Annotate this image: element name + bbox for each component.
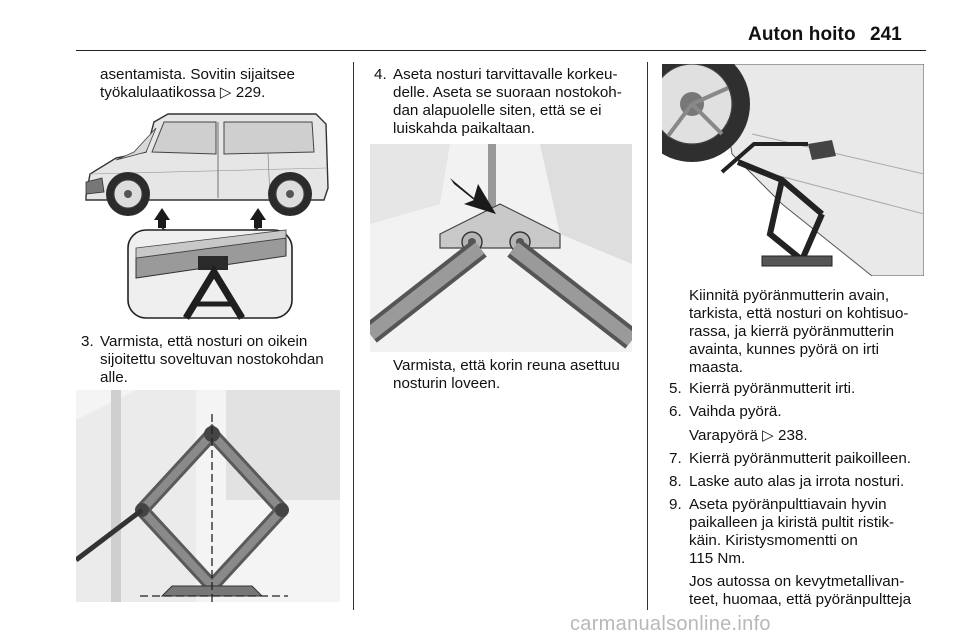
column-divider-1 <box>353 62 354 610</box>
step-4-line-1: Aseta nosturi tarvittavalle korkeu- <box>393 66 618 83</box>
figure-van-lift-points <box>76 108 340 322</box>
step-9-line-1: Aseta pyöränpulttiavain hyvin <box>689 496 887 513</box>
col3-para-line-4: avainta, kunnes pyörä on irti <box>689 341 879 358</box>
note-line-2: nosturin loveen. <box>393 375 501 392</box>
step-9-number: 9. <box>669 496 682 513</box>
step-4-line-2: delle. Aseta se suoraan nostokoh- <box>393 84 622 101</box>
step-5-number: 5. <box>669 380 682 397</box>
intro-text-line-2: työkalulaatikossa ▷ 229. <box>100 84 266 101</box>
step-6-number: 6. <box>669 403 682 420</box>
step-9-note-line-1: Jos autossa on kevytmetallivan- <box>689 573 905 590</box>
note-line-1: Varmista, että korin reuna asettuu <box>393 357 620 374</box>
figure-jack-seating <box>370 144 632 352</box>
step-3-line-3: alle. <box>100 369 128 386</box>
figure-jack-lifting-wheel <box>662 64 924 276</box>
step-4-number: 4. <box>374 66 387 83</box>
step-6-text: Vaihda pyörä. <box>689 403 782 420</box>
header-rule <box>76 50 926 51</box>
step-3-line-2: sijoitettu soveltuvan nostokohdan <box>100 351 324 368</box>
col3-para-line-2: tarkista, että nosturi on kohtisuo- <box>689 305 909 322</box>
column-divider-2 <box>647 62 648 610</box>
step-8-number: 8. <box>669 473 682 490</box>
jack-alignment-illustration <box>76 390 340 602</box>
watermark: carmanualsonline.info <box>570 613 771 635</box>
figure-jack-alignment <box>76 390 340 602</box>
col3-para-line-5: maasta. <box>689 359 744 376</box>
step-3-number: 3. <box>81 333 94 350</box>
step-4-line-3: dan alapuolelle siten, että se ei <box>393 102 602 119</box>
step-7-text: Kierrä pyöränmutterit paikoilleen. <box>689 450 912 467</box>
step-3-line-1: Varmista, että nosturi on oikein <box>100 333 308 350</box>
step-9-note-line-2: teet, huomaa, että pyöränpultteja <box>689 591 912 608</box>
page-header-title: Auton hoito <box>748 24 856 45</box>
intro-text-line-1: asentamista. Sovitin sijaitsee <box>100 66 295 83</box>
col3-para-line-3: rassa, ja kierrä pyöränmutterin <box>689 323 895 340</box>
step-9-line-3: käin. Kiristysmomentti on <box>689 532 858 549</box>
step-6-reference: Varapyörä ▷ 238. <box>689 427 808 444</box>
jack-lifting-illustration <box>662 64 924 276</box>
col3-para-line-1: Kiinnitä pyöränmutterin avain, <box>689 287 890 304</box>
step-9-line-4: 115 Nm. <box>689 550 746 567</box>
step-5-text: Kierrä pyöränmutterit irti. <box>689 380 856 397</box>
jack-seating-illustration <box>370 144 632 352</box>
step-9-line-2: paikalleen ja kiristä pultit ristik- <box>689 514 895 531</box>
step-8-text: Laske auto alas ja irrota nosturi. <box>689 473 905 490</box>
page-number: 241 <box>870 24 902 45</box>
step-7-number: 7. <box>669 450 682 467</box>
van-illustration <box>76 108 340 322</box>
step-4-line-4: luiskahda paikaltaan. <box>393 120 535 137</box>
